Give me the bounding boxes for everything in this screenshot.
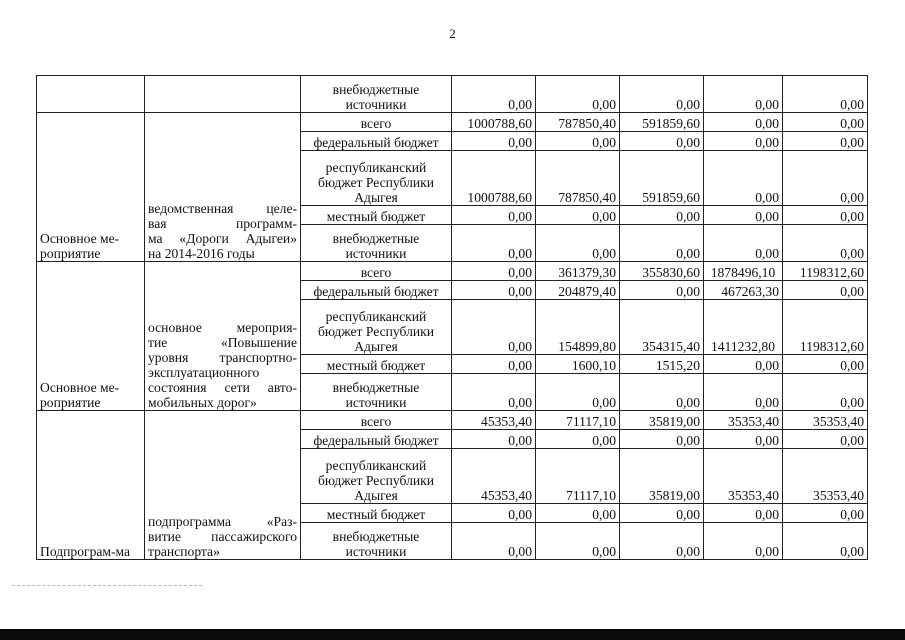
amount-cell: 1198312,60 (783, 300, 868, 355)
amount-cell: 591859,60 (620, 151, 704, 206)
scan-artifact (12, 585, 202, 587)
measure-type-cell: Подпрограм-ма (37, 411, 145, 560)
amount-cell: 45353,40 (452, 449, 536, 504)
measure-name-cell (145, 411, 301, 560)
funding-source-cell: республиканский бюджет Республики Адыгея (301, 449, 452, 504)
amount-cell: 45353,40 (452, 411, 536, 430)
amount-cell: 467263,30 (704, 281, 783, 300)
amount-cell: 0,00 (452, 504, 536, 523)
amount-cell: 0,00 (452, 523, 536, 560)
measure-name-line: эксплуатационного (148, 365, 260, 380)
amount-cell: 71117,10 (536, 411, 620, 430)
budget-table-body (37, 76, 868, 560)
amount-cell: 1878496,10 (704, 262, 783, 281)
table-row (37, 262, 868, 281)
amount-cell: 35353,40 (704, 411, 783, 430)
amount-cell: 35819,00 (620, 449, 704, 504)
amount-cell: 0,00 (620, 76, 704, 113)
amount-cell: 1198312,60 (783, 262, 868, 281)
amount-cell: 0,00 (536, 225, 620, 262)
amount-cell: 0,00 (452, 374, 536, 411)
amount-cell: 0,00 (704, 206, 783, 225)
measure-name-line: ведомственная целе- (148, 201, 297, 216)
amount-cell: 0,00 (783, 504, 868, 523)
amount-cell: 0,00 (452, 262, 536, 281)
funding-source-cell: местный бюджет (301, 504, 452, 523)
amount-cell: 35353,40 (704, 449, 783, 504)
amount-cell: 0,00 (704, 113, 783, 132)
amount-cell: 0,00 (783, 76, 868, 113)
amount-cell: 0,00 (536, 206, 620, 225)
amount-cell: 0,00 (783, 113, 868, 132)
funding-source-cell: федеральный бюджет (301, 281, 452, 300)
amount-cell: 1600,10 (536, 355, 620, 374)
scan-bottom-edge (0, 629, 905, 640)
amount-cell: 0,00 (704, 430, 783, 449)
amount-cell: 0,00 (620, 281, 704, 300)
amount-cell: 35353,40 (783, 449, 868, 504)
amount-cell: 1515,20 (620, 355, 704, 374)
funding-source-cell: внебюджетные источники (301, 76, 452, 113)
amount-cell: 0,00 (452, 132, 536, 151)
amount-cell: 35819,00 (620, 411, 704, 430)
amount-cell: 204879,40 (536, 281, 620, 300)
measure-name-line: вая программ- (148, 216, 297, 231)
amount-cell: 0,00 (620, 206, 704, 225)
funding-source-cell: всего (301, 262, 452, 281)
amount-cell: 0,00 (783, 355, 868, 374)
measure-type-cell (37, 76, 145, 113)
amount-cell: 0,00 (704, 76, 783, 113)
amount-cell: 0,00 (704, 225, 783, 262)
amount-cell: 1000788,60 (452, 113, 536, 132)
amount-cell: 787850,40 (536, 151, 620, 206)
amount-cell: 0,00 (783, 523, 868, 560)
amount-cell: 355830,60 (620, 262, 704, 281)
amount-cell: 0,00 (783, 281, 868, 300)
amount-cell: 0,00 (452, 206, 536, 225)
amount-cell: 0,00 (783, 374, 868, 411)
measure-name-cell (145, 76, 301, 113)
funding-source-cell: внебюджетные источники (301, 523, 452, 560)
amount-cell: 0,00 (536, 504, 620, 523)
funding-source-cell: внебюджетные источники (301, 374, 452, 411)
amount-cell: 1411232,80 (704, 300, 783, 355)
amount-cell: 154899,80 (536, 300, 620, 355)
amount-cell: 361379,30 (536, 262, 620, 281)
amount-cell: 0,00 (452, 225, 536, 262)
funding-source-cell: республиканский бюджет Республики Адыгея (301, 300, 452, 355)
amount-cell: 0,00 (620, 504, 704, 523)
amount-cell: 0,00 (620, 430, 704, 449)
amount-cell: 0,00 (452, 300, 536, 355)
amount-cell: 0,00 (452, 355, 536, 374)
amount-cell: 0,00 (620, 132, 704, 151)
table-row (37, 113, 868, 132)
funding-source-cell: федеральный бюджет (301, 430, 452, 449)
measure-name-line: витие пассажирского (148, 529, 297, 544)
amount-cell: 354315,40 (620, 300, 704, 355)
measure-name-line: мобильных дорог» (148, 395, 257, 410)
amount-cell: 0,00 (783, 206, 868, 225)
amount-cell: 0,00 (452, 430, 536, 449)
amount-cell: 0,00 (704, 374, 783, 411)
page-number: 2 (449, 26, 456, 41)
measure-name-cell (145, 113, 301, 262)
amount-cell: 0,00 (620, 225, 704, 262)
measure-name-line: тие «Повышение (148, 335, 297, 350)
amount-cell: 0,00 (536, 374, 620, 411)
funding-source-cell: республиканский бюджет Республики Адыгея (301, 151, 452, 206)
amount-cell: 0,00 (783, 430, 868, 449)
amount-cell: 0,00 (536, 523, 620, 560)
amount-cell: 0,00 (704, 355, 783, 374)
amount-cell: 71117,10 (536, 449, 620, 504)
amount-cell: 0,00 (704, 523, 783, 560)
funding-source-cell: всего (301, 411, 452, 430)
table-row (37, 76, 868, 113)
amount-cell: 0,00 (783, 132, 868, 151)
measure-name-cell (145, 262, 301, 411)
amount-cell: 591859,60 (620, 113, 704, 132)
amount-cell: 0,00 (620, 374, 704, 411)
amount-cell: 0,00 (536, 76, 620, 113)
funding-source-cell: всего (301, 113, 452, 132)
measure-name-line: транспорта» (148, 544, 220, 559)
amount-cell: 1000788,60 (452, 151, 536, 206)
amount-cell: 0,00 (704, 504, 783, 523)
amount-cell: 0,00 (783, 151, 868, 206)
budget-table (36, 75, 868, 560)
amount-cell: 0,00 (783, 225, 868, 262)
measure-name-line: на 2014-2016 годы (148, 246, 255, 261)
amount-cell: 0,00 (704, 151, 783, 206)
amount-cell: 0,00 (452, 281, 536, 300)
amount-cell: 0,00 (536, 430, 620, 449)
funding-source-cell: внебюджетные источники (301, 225, 452, 262)
amount-cell: 0,00 (536, 132, 620, 151)
funding-source-cell: федеральный бюджет (301, 132, 452, 151)
measure-name-line: состояния сети авто- (148, 380, 297, 395)
amount-cell: 0,00 (620, 523, 704, 560)
table-row (37, 411, 868, 430)
measure-name-line: ма «Дороги Адыгеи» (148, 231, 297, 246)
funding-source-cell: местный бюджет (301, 355, 452, 374)
measure-type-cell: Основное ме-роприятие (37, 262, 145, 411)
measure-name-line: основное мероприя- (148, 320, 297, 335)
funding-source-cell: местный бюджет (301, 206, 452, 225)
amount-cell: 35353,40 (783, 411, 868, 430)
amount-cell: 0,00 (452, 76, 536, 113)
measure-name-line: подпрограмма «Раз- (148, 514, 297, 529)
amount-cell: 0,00 (704, 132, 783, 151)
amount-cell: 787850,40 (536, 113, 620, 132)
measure-name-line: уровня транспортно- (148, 350, 297, 365)
measure-type-cell: Основное ме-роприятие (37, 113, 145, 262)
